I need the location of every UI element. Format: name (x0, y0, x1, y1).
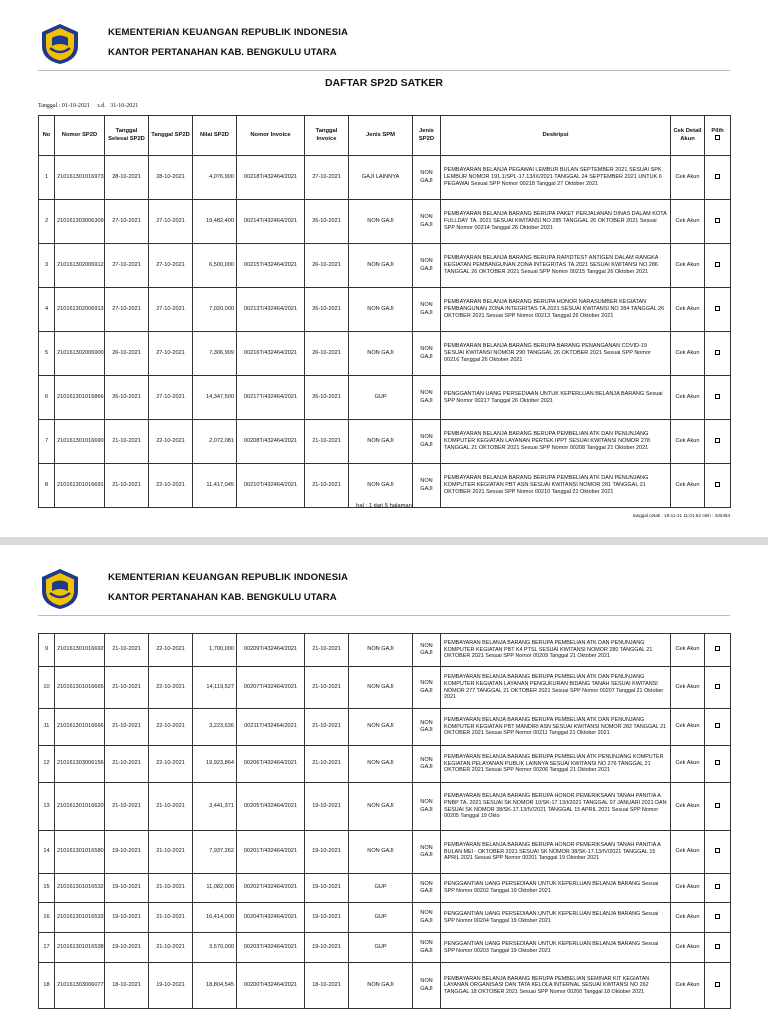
row-select-checkbox[interactable] (715, 482, 720, 487)
sp2d-date: 21-10-2021 (149, 903, 193, 933)
completion-date: 18-10-2021 (105, 963, 149, 1009)
ministry-logo-icon (38, 567, 82, 611)
row-select-checkbox[interactable] (715, 438, 720, 443)
sp2d-type: NON GAJI (413, 746, 441, 783)
description: PEMBAYARAN BELANJA BARANG BERUPA HONOR PEMERIKSAAN TANAH PANITIA A PNBP TA. 2021 SESUAI SK NOMOR 10/SK-17.13/I/2021 TANGGAL 07 JANUARI 2021 DAN SESUAI SK NOMOR 38/SK-17.13/IV/2021 TANGGAL 15 APRIL 2021 Sesuai SPP Nomor 00205 Tanggal 19 Okto (441, 783, 671, 831)
row-number: 2 (39, 200, 55, 244)
completion-date: 27-10-2021 (105, 200, 149, 244)
row-number: 8 (39, 464, 55, 508)
table-row (39, 831, 731, 874)
sp2d-amount: 4,076,900 (193, 156, 237, 200)
sp2d-number: 210161301016690 (55, 420, 105, 464)
col-header-jenis-sp2d: Jenis SP2D (413, 116, 441, 156)
spm-type: NON GAJI (349, 783, 413, 831)
row-number: 14 (39, 831, 55, 874)
spm-type: NON GAJI (349, 288, 413, 332)
ministry-name: KEMENTERIAN KEUANGAN REPUBLIK INDONESIA (108, 572, 349, 583)
row-select-checkbox[interactable] (715, 262, 720, 267)
completion-date: 19-10-2021 (105, 831, 149, 874)
row-select-checkbox[interactable] (715, 350, 720, 355)
sp2d-type: NON GAJI (413, 420, 441, 464)
sp2d-date: 21-10-2021 (149, 874, 193, 903)
col-header-cek: Cek Detail Akun (671, 116, 705, 156)
sp2d-number: 210161301016691 (55, 464, 105, 508)
table-row (39, 874, 731, 903)
invoice-number: 00218T/432464/2021 (237, 156, 305, 200)
invoice-date: 21-10-2021 (305, 667, 349, 709)
sp2d-date: 22-10-2021 (149, 667, 193, 709)
description: PEMBAYARAN BELANJA BARANG BERUPA PEMBELIAN ATK PENUNJANG KOMPUTER KEGIATAN PELAYANAN PUBLIK LAINNYA SESUAI KWITANSI NO 276 TANGGAL 21 OKTOBER 2021 Sesuai SPP Nomor 00206 Tanggal 21 Oktober 2021 (441, 746, 671, 783)
row-number: 4 (39, 288, 55, 332)
description: PEMBAYARAN BELANJA PEGAWAI LEMBUR BULAN SEPTEMBER 2021 SESUAI SPK LEMBUR NOMOR 191.1/SPL-17.13/IX/2021 TANGGAL 24 SEPTEMBER 2021 UNTUK 6 PEGAWAI Sesuai SPP Nomor 00218 Tanggal 27 Oktober 2021 (441, 156, 671, 200)
sp2d-date: 22-10-2021 (149, 464, 193, 508)
invoice-number: 00215T/432464/2021 (237, 244, 305, 288)
col-header-pilih: Pilih (705, 116, 731, 156)
sp2d-number: 210161301016666 (55, 709, 105, 746)
sp2d-number: 210161301016580 (55, 831, 105, 874)
table-row (39, 288, 731, 332)
completion-date: 21-10-2021 (105, 783, 149, 831)
sp2d-type: NON GAJI (413, 667, 441, 709)
spm-type: GUP (349, 933, 413, 963)
row-select-checkbox[interactable] (715, 944, 720, 949)
sp2d-number: 210161302006913 (55, 288, 105, 332)
description: PEMBAYARAN BELANJA BARANG BERUPA BARANG PENANGANAN COVID-19 SESUAI KWITANSI NOMOR 290 TANGGAL 26 OKTOBER 2021 Sesuai SPP Nomor 00216 Tanggal 26 Oktober 2021 (441, 332, 671, 376)
check-account-link[interactable]: Cek Akun (671, 634, 705, 667)
invoice-date: 19-10-2021 (305, 831, 349, 874)
check-account-link[interactable]: Cek Akun (671, 200, 705, 244)
sp2d-amount: 16,414,000 (193, 903, 237, 933)
row-select-checkbox[interactable] (715, 884, 720, 889)
sp2d-type: NON GAJI (413, 332, 441, 376)
table-row (39, 963, 731, 1009)
ministry-name: KEMENTERIAN KEUANGAN REPUBLIK INDONESIA (108, 27, 349, 38)
sp2d-amount: 19,923,864 (193, 746, 237, 783)
sp2d-amount: 3,441,371 (193, 783, 237, 831)
row-select-checkbox[interactable] (715, 646, 720, 651)
invoice-date: 26-10-2021 (305, 288, 349, 332)
invoice-number: 00200T/432464/2021 (237, 963, 305, 1009)
spm-type: NON GAJI (349, 963, 413, 1009)
invoice-date: 21-10-2021 (305, 420, 349, 464)
office-name: KANTOR PERTANAHAN KAB. BENGKULU UTARA (108, 592, 337, 603)
check-account-link[interactable]: Cek Akun (671, 420, 705, 464)
invoice-number: 00206T/432464/2021 (237, 746, 305, 783)
check-account-link[interactable]: Cek Akun (671, 244, 705, 288)
spm-type: GUP (349, 903, 413, 933)
spm-type: NON GAJI (349, 244, 413, 288)
sp2d-date: 27-10-2021 (149, 244, 193, 288)
spm-type: GUP (349, 874, 413, 903)
description: PEMBAYARAN BELANJA BARANG BERUPA PEMBELIAN ATK DAN PENUNJANG KOMPUTER KEGIATAN PBT ASN SESUAI KWITANSI NOMOR 281 TANGGAL 21 OKTOBER 2021 Sesuai SPP Nomor 00210 Tanggal 21 Oktober 2021 (441, 464, 671, 508)
sp2d-date: 19-10-2021 (149, 963, 193, 1009)
description: PEMBAYARAN BELANJA BARANG BERUPA PEMBELIAN ATK DAN PENUNJANG KOMPUTER KEGIATAN PBT K4 PTSL SESUAI KWITANSI NOMOR 280 TANGGAL 21 OKTOBER 2021 Sesuai SPP Nomor 00209 Tanggal 21 Oktober 2021 (441, 634, 671, 667)
sp2d-date: 27-10-2021 (149, 376, 193, 420)
sp2d-date: 21-10-2021 (149, 783, 193, 831)
spm-type: NON GAJI (349, 709, 413, 746)
sp2d-amount: 11,082,000 (193, 874, 237, 903)
invoice-number: 00214T/432464/2021 (237, 200, 305, 244)
invoice-number: 00213T/432464/2021 (237, 288, 305, 332)
ministry-logo-icon (38, 22, 82, 66)
select-cell (705, 288, 731, 332)
completion-date: 27-10-2021 (105, 288, 149, 332)
select-cell (705, 963, 731, 1009)
header-divider (38, 70, 730, 71)
select-cell (705, 933, 731, 963)
row-number: 6 (39, 376, 55, 420)
completion-date: 28-10-2021 (105, 156, 149, 200)
invoice-number: 00217T/432464/2021 (237, 376, 305, 420)
description: PENGGANTIAN UANG PERSEDIAAN UNTUK KEPERLUAN BELANJA BARANG Sesuai SPP Nomor 00204 Tanggal 19 Oktober 2021 (441, 903, 671, 933)
table-row (39, 420, 731, 464)
invoice-number: 00205T/432464/2021 (237, 783, 305, 831)
sp2d-amount: 2,072,081 (193, 420, 237, 464)
invoice-date: 21-10-2021 (305, 464, 349, 508)
sp2d-amount: 1,700,000 (193, 634, 237, 667)
row-select-checkbox[interactable] (715, 803, 720, 808)
sp2d-number: 210161301016692 (55, 634, 105, 667)
sp2d-number: 210161303006077 (55, 963, 105, 1009)
description: PEMBAYARAN BELANJA BARANG BERUPA PEMBELIAN ATK DAN PENUNJANG KOMPUTER KEGIATAN LAYANAN PERTEK IPPT SESUAI KWITANSI NOMOR 278 TANGGAL 21 OKTOBER 2021 Sesuai SPP Nomor 00208 Tanggal 21 Oktober 2021 (441, 420, 671, 464)
letterhead (38, 567, 730, 607)
table-row (39, 903, 731, 933)
table-row (39, 200, 731, 244)
sp2d-table-continued (38, 633, 731, 1009)
description: PEMBAYARAN BELANJA BARANG BERUPA PEMBELIAN SEMINAR KIT KEGIATAN LAYANAN ORGANISASI DAN TATA KELOLA INTERNAL SESUAI KWITANSI NO 262 TANGGAL 18 OKTOBER 2021 Sesuai SPP Nomor 00200 Tanggal 18 Oktober 2021 (441, 963, 671, 1009)
table-header-row (39, 116, 731, 156)
sp2d-type: NON GAJI (413, 634, 441, 667)
invoice-number: 00207T/432464/2021 (237, 667, 305, 709)
row-select-checkbox[interactable] (715, 760, 720, 765)
completion-date: 21-10-2021 (105, 634, 149, 667)
select-cell (705, 709, 731, 746)
sp2d-type: NON GAJI (413, 200, 441, 244)
sp2d-amount: 7,306,909 (193, 332, 237, 376)
row-number: 10 (39, 667, 55, 709)
sp2d-type: NON GAJI (413, 288, 441, 332)
description: PEMBAYARAN BELANJA BARANG BERUPA PEMBELIAN ATK DAN PENUNJANG KOMPUTER KEGIATAN LAYANAN PENGUKURAN BIDANG TANAH SESUAI KWITANSI NOMOR 277 TANGGAL 21 OKTOBER 2021 Sesuai SPP Nomor 00207 Tanggal 21 Oktober 2021 (441, 667, 671, 709)
sp2d-amount: 3,223,636 (193, 709, 237, 746)
invoice-date: 19-10-2021 (305, 874, 349, 903)
sp2d-number: 210161301016866 (55, 376, 105, 420)
invoice-date: 26-10-2021 (305, 376, 349, 420)
check-account-link[interactable]: Cek Akun (671, 903, 705, 933)
invoice-number: 00209T/432464/2021 (237, 634, 305, 667)
select-cell (705, 746, 731, 783)
completion-date: 19-10-2021 (105, 933, 149, 963)
sp2d-number: 210161301016620 (55, 783, 105, 831)
select-cell (705, 332, 731, 376)
sp2d-number: 210161301016973 (55, 156, 105, 200)
invoice-date: 26-10-2021 (305, 244, 349, 288)
col-header-deskripsi: Deskripsi (441, 116, 671, 156)
table-row (39, 709, 731, 746)
sp2d-type: NON GAJI (413, 709, 441, 746)
sp2d-number: 210161302006900 (55, 332, 105, 376)
row-select-checkbox[interactable] (715, 306, 720, 311)
invoice-number: 00203T/432464/2021 (237, 933, 305, 963)
sp2d-amount: 14,119,527 (193, 667, 237, 709)
row-number: 1 (39, 156, 55, 200)
invoice-number: 00216T/432464/2021 (237, 332, 305, 376)
spm-type: NON GAJI (349, 420, 413, 464)
invoice-date: 19-10-2021 (305, 903, 349, 933)
select-cell (705, 376, 731, 420)
invoice-date: 21-10-2021 (305, 746, 349, 783)
sp2d-type: NON GAJI (413, 156, 441, 200)
check-account-link[interactable]: Cek Akun (671, 156, 705, 200)
completion-date: 21-10-2021 (105, 464, 149, 508)
table-row (39, 464, 731, 508)
select-cell (705, 903, 731, 933)
sp2d-type: NON GAJI (413, 903, 441, 933)
spm-type: NON GAJI (349, 667, 413, 709)
invoice-number: 00208T/432464/2021 (237, 420, 305, 464)
col-header-nomor-sp2d: Nomor SP2D (55, 116, 105, 156)
description: PEMBAYARAN BELANJA BARANG BERUPA HONOR NARASUMBER KEGIATAN PEMBANGUNAN ZONA INTEGRITAS TA.2021 SESUAI KWITANSI NO 284 TANGGAL 26 OKTOBER 2021 Sesuai SPP Nomor 00213 Tanggal 26 Oktober 2021 (441, 288, 671, 332)
row-select-checkbox[interactable] (715, 218, 720, 223)
invoice-date: 18-10-2021 (305, 963, 349, 1009)
invoice-number: 00202T/432464/2021 (237, 874, 305, 903)
check-account-link[interactable]: Cek Akun (671, 709, 705, 746)
sp2d-type: NON GAJI (413, 244, 441, 288)
description: PEMBAYARAN BELANJA BARANG BERUPA PAKET PERJALANAN DINAS DALAM KOTA FULLDAY TA. 2021 SESUAI KWITANSI NO 285 TANGGAL 26 OKTOBER 2021 Sesuai SPP Nomor 00214 Tanggal 26 Oktober 2021 (441, 200, 671, 244)
col-header-nomor-invoice: Nomor Invoice (237, 116, 305, 156)
check-account-link[interactable]: Cek Akun (671, 963, 705, 1009)
table-row (39, 244, 731, 288)
sp2d-date: 28-10-2021 (149, 156, 193, 200)
select-cell (705, 831, 731, 874)
table-row (39, 746, 731, 783)
row-number: 15 (39, 874, 55, 903)
select-cell (705, 634, 731, 667)
invoice-date: 19-10-2021 (305, 783, 349, 831)
spm-type: NON GAJI (349, 831, 413, 874)
spm-type: GAJI LAINNYA (349, 156, 413, 200)
row-number: 5 (39, 332, 55, 376)
completion-date: 19-10-2021 (105, 903, 149, 933)
sp2d-date: 27-10-2021 (149, 200, 193, 244)
sp2d-amount: 6,500,000 (193, 244, 237, 288)
sp2d-number: 210161301016538 (55, 933, 105, 963)
row-number: 11 (39, 709, 55, 746)
sp2d-number: 210161303006156 (55, 746, 105, 783)
select-all-checkbox[interactable] (715, 135, 720, 140)
completion-date: 21-10-2021 (105, 746, 149, 783)
select-cell (705, 464, 731, 508)
sp2d-date: 27-10-2021 (149, 332, 193, 376)
check-account-link[interactable]: Cek Akun (671, 933, 705, 963)
select-cell (705, 667, 731, 709)
completion-date: 21-10-2021 (105, 709, 149, 746)
row-select-checkbox[interactable] (715, 394, 720, 399)
check-account-link[interactable]: Cek Akun (671, 783, 705, 831)
row-select-checkbox[interactable] (715, 848, 720, 853)
col-header-tgl-sp2d: Tanggal SP2D (149, 116, 193, 156)
sp2d-date: 27-10-2021 (149, 288, 193, 332)
table-row (39, 634, 731, 667)
col-header-tgl-selesai: Tanggal Selesai SP2D (105, 116, 149, 156)
table-row (39, 156, 731, 200)
table-row (39, 667, 731, 709)
check-account-link[interactable]: Cek Akun (671, 288, 705, 332)
sp2d-type: NON GAJI (413, 783, 441, 831)
completion-date: 21-10-2021 (105, 420, 149, 464)
row-number: 16 (39, 903, 55, 933)
row-select-checkbox[interactable] (715, 684, 720, 689)
spm-type: NON GAJI (349, 634, 413, 667)
invoice-date: 21-10-2021 (305, 709, 349, 746)
completion-date: 19-10-2021 (105, 874, 149, 903)
invoice-number: 00211T/432464/2021 (237, 709, 305, 746)
completion-date: 26-10-2021 (105, 376, 149, 420)
select-cell (705, 156, 731, 200)
check-account-link[interactable]: Cek Akun (671, 746, 705, 783)
sp2d-amount: 11,417,045 (193, 464, 237, 508)
completion-date: 26-10-2021 (105, 332, 149, 376)
row-number: 9 (39, 634, 55, 667)
row-number: 7 (39, 420, 55, 464)
sp2d-number: 210161303006309 (55, 200, 105, 244)
sp2d-date: 22-10-2021 (149, 420, 193, 464)
sp2d-type: NON GAJI (413, 376, 441, 420)
description: PEMBAYARAN BELANJA BARANG BERUPA HONOR PEMERIKSAAN TANAH PANITIA A BULAN MEI - OKTOBER 2021 SESUAI SK NOMOR 38/SK-17.13/IV/2021 TANGGAL 15 APRIL 2021 Sesuai SPP Nomor 00201 Tanggal 19 Oktober 2021 (441, 831, 671, 874)
sp2d-amount: 19,482,400 (193, 200, 237, 244)
spm-type: GUP (349, 376, 413, 420)
description: PENGGANTIAN UANG PERSEDIAAN UNTUK KEPERLUAN BELANJA BARANG Sesuai SPP Nomor 00202 Tanggal 19 Oktober 2021 (441, 874, 671, 903)
row-number: 3 (39, 244, 55, 288)
invoice-number: 00201T/432464/2021 (237, 831, 305, 874)
invoice-date: 27-10-2021 (305, 156, 349, 200)
invoice-date: 19-10-2021 (305, 933, 349, 963)
sp2d-number: 210161301016665 (55, 667, 105, 709)
sp2d-number: 210161301016533 (55, 903, 105, 933)
completion-date: 21-10-2021 (105, 667, 149, 709)
check-account-link[interactable]: Cek Akun (671, 464, 705, 508)
header-divider (38, 615, 730, 616)
check-account-link[interactable]: Cek Akun (671, 874, 705, 903)
print-info: tanggal cetak : 18-11-21 11:01:52 oleh : 432464 (632, 513, 730, 518)
spm-type: NON GAJI (349, 200, 413, 244)
sp2d-type: NON GAJI (413, 831, 441, 874)
table-row (39, 376, 731, 420)
sp2d-table (38, 115, 731, 508)
check-account-link[interactable]: Cek Akun (671, 332, 705, 376)
page-number: hal : 1 dari 5 halaman (356, 503, 412, 509)
sp2d-number: 210161302006912 (55, 244, 105, 288)
completion-date: 27-10-2021 (105, 244, 149, 288)
row-select-checkbox[interactable] (715, 914, 720, 919)
sp2d-date: 21-10-2021 (149, 831, 193, 874)
check-account-link[interactable]: Cek Akun (671, 376, 705, 420)
col-header-jenis-spm: Jenis SPM (349, 116, 413, 156)
date-range: Tanggal : 01-10-2021 s.d. 31-10-2021 (38, 103, 139, 109)
col-header-nilai: Nilai SP2D (193, 116, 237, 156)
sp2d-date: 22-10-2021 (149, 634, 193, 667)
sp2d-number: 210161301016532 (55, 874, 105, 903)
sp2d-amount: 18,804,545 (193, 963, 237, 1009)
spm-type: NON GAJI (349, 746, 413, 783)
select-cell (705, 874, 731, 903)
description: PEMBAYARAN BELANJA BARANG BERUPA PEMBELIAN ATK DAN PENUNJANG KOMPUTER KEGIATAN PBT MANDIRI ASN SESUAI KWITANSI NOMOR 282 TANGGAL 21 OKTOBER 2021 Sesuai SPP Nomor 00211 Tanggal 21 Oktober 2021 (441, 709, 671, 746)
invoice-date: 26-10-2021 (305, 200, 349, 244)
row-select-checkbox[interactable] (715, 723, 720, 728)
sp2d-amount: 14,347,500 (193, 376, 237, 420)
sp2d-type: NON GAJI (413, 963, 441, 1009)
sp2d-amount: 7,937,262 (193, 831, 237, 874)
table-row (39, 332, 731, 376)
sp2d-amount: 3,570,000 (193, 933, 237, 963)
col-header-tgl-invoice: Tanggal Invoice (305, 116, 349, 156)
letterhead (38, 22, 730, 62)
invoice-number: 00204T/432464/2021 (237, 903, 305, 933)
table-row (39, 783, 731, 831)
page-title: DAFTAR SP2D SATKER (324, 77, 444, 89)
select-cell (705, 783, 731, 831)
check-account-link[interactable]: Cek Akun (671, 667, 705, 709)
sp2d-amount: 7,020,000 (193, 288, 237, 332)
invoice-number: 00210T/432464/2021 (237, 464, 305, 508)
col-header-no: No (39, 116, 55, 156)
row-number: 12 (39, 746, 55, 783)
select-cell (705, 200, 731, 244)
select-cell (705, 244, 731, 288)
row-number: 17 (39, 933, 55, 963)
sp2d-type: NON GAJI (413, 933, 441, 963)
sp2d-date: 22-10-2021 (149, 746, 193, 783)
sp2d-date: 22-10-2021 (149, 709, 193, 746)
check-account-link[interactable]: Cek Akun (671, 831, 705, 874)
select-cell (705, 420, 731, 464)
description: PEMBAYARAN BELANJA BARANG BERUPA RAPIDTEST ANTIGEN DALAM RANGKA KEGIATAN PEMBANGUNAN ZONA INTEGRITAS TA.2021 SESUAI KWITANSI NO 286 TANGGAL 26 OKTOBER 2021 Sesuai SPP Nomor 00215 Tanggal 26 Oktober 2021 (441, 244, 671, 288)
sp2d-type: NON GAJI (413, 464, 441, 508)
spm-type: NON GAJI (349, 464, 413, 508)
sp2d-type: NON GAJI (413, 874, 441, 903)
row-select-checkbox[interactable] (715, 174, 720, 179)
row-number: 18 (39, 963, 55, 1009)
invoice-date: 26-10-2021 (305, 332, 349, 376)
sp2d-date: 21-10-2021 (149, 933, 193, 963)
office-name: KANTOR PERTANAHAN KAB. BENGKULU UTARA (108, 47, 337, 58)
invoice-date: 21-10-2021 (305, 634, 349, 667)
table-row (39, 933, 731, 963)
spm-type: NON GAJI (349, 332, 413, 376)
description: PENGGANTIAN UANG PERSEDIAAN UNTUK KEPERLUAN BELANJA BARANG Sesuai SPP Nomor 00203 Tanggal 19 Oktober 2021 (441, 933, 671, 963)
row-number: 13 (39, 783, 55, 831)
row-select-checkbox[interactable] (715, 982, 720, 987)
description: PENGGANTIAN UANG PERSEDIAAN UNTUK KEPERLUAN BELANJA BARANG Sesuai SPP Nomor 00217 Tanggal 26 Oktober 2021 (441, 376, 671, 420)
